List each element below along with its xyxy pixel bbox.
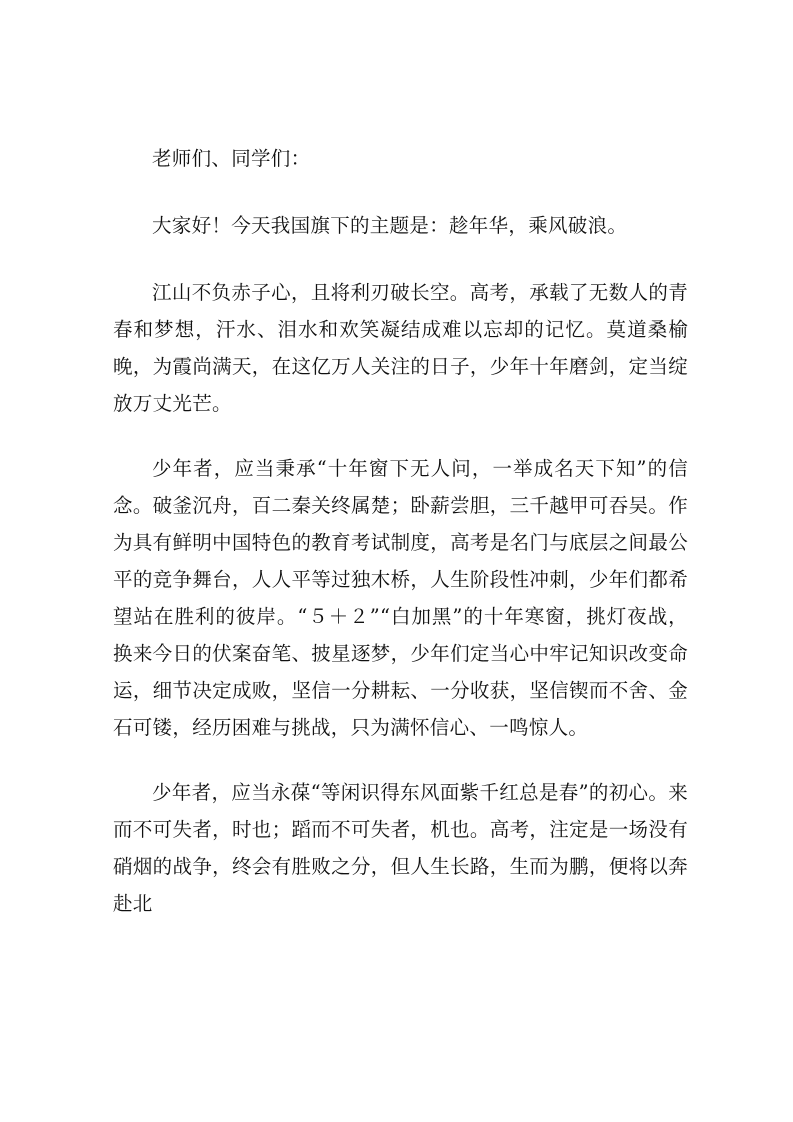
body-paragraph-1: 江山不负赤子心，且将利刃破长空。高考，承载了无数人的青春和梦想，汗水、泪水和欢笑凝结成难以忘却的记忆。莫道桑榆晚，为霞尚满天，在这亿万人关注的日子，少年十年磨剑，定当绽放万丈光芒。 — [113, 281, 688, 415]
body-paragraph-2: 少年者，应当秉承“十年窗下无人问，一举成名天下知”的信念。破釜沉舟，百二秦关终属楚；卧薪尝胆，三千越甲可吞吴。作为具有鲜明中国特色的教育考试制度，高考是名门与底层之间最公平的竞争舞台，人人平等过独木桥，人生阶段性冲刺，少年们都希望站在胜利的彼岸。“５＋２”“白加黑”的十年寒窗，挑灯夜战，换来今日的伏案奋笔、披星逐梦，少年们定当心中牢记知识改变命运，细节决定成败，坚信一分耕耘、一分收获，坚信锲而不舍、金石可镂，经历困难与挑战，只为满怀信心、一鸣惊人。 — [113, 457, 688, 739]
greeting-paragraph: 大家好！今天我国旗下的主题是：趁年华，乘风破浪。 — [152, 214, 628, 237]
salutation-paragraph: 老师们、同学们： — [152, 147, 311, 170]
document-body — [113, 140, 688, 950]
body-paragraph-3: 少年者，应当永葆“等闲识得东风面紫千红总是春”的初心。来而不可失者，时也；蹈而不可失者，机也。高考，注定是一场没有硝烟的战争，终会有胜败之分，但人生长路，生而为鹏，便将以奔赴北 — [113, 781, 688, 915]
